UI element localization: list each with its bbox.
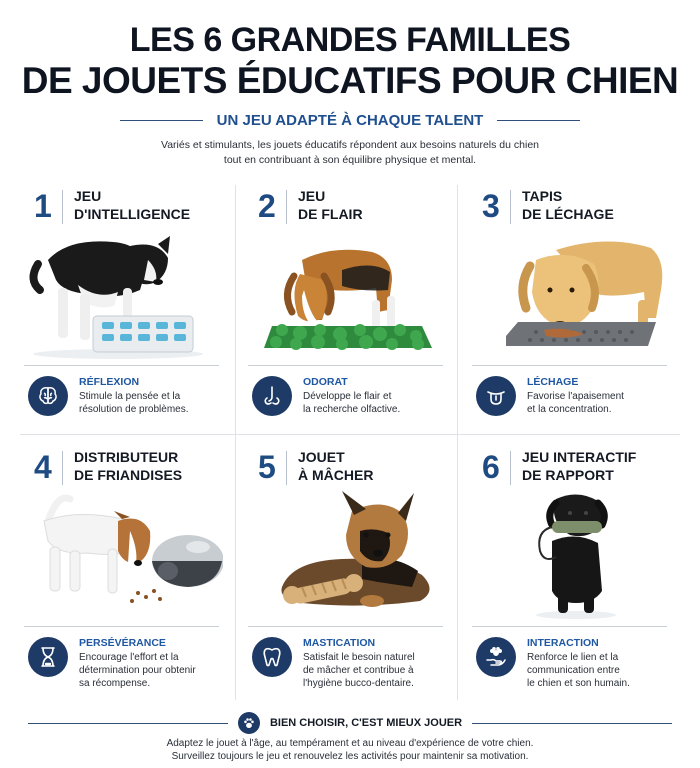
beagle-snuffle-mat-illustration	[242, 230, 447, 360]
description-line-1: Développe le flair et	[303, 391, 392, 402]
tooth-icon	[252, 637, 292, 677]
skill-label: LÉCHAGE	[527, 376, 579, 388]
footer-line-left	[28, 723, 228, 724]
skill-description	[303, 390, 453, 416]
footer-line-right	[472, 723, 672, 724]
skill-label: MASTICATION	[303, 637, 376, 649]
skill-label: RÉFLEXION	[79, 376, 140, 388]
skill-label: PERSÉVÉRANCE	[79, 637, 166, 649]
number-divider	[510, 190, 511, 224]
description-line-2: et la concentration.	[527, 404, 612, 415]
intro-line-2: tout en contribuant à son équilibre physique et mental.	[223, 154, 477, 166]
paw-icon	[238, 712, 260, 734]
tongue-icon	[476, 376, 516, 416]
description-line-1: Satisfait le besoin naturel	[303, 652, 415, 663]
number-divider	[62, 190, 63, 224]
skill-label: INTERACTION	[527, 637, 599, 649]
skill-description	[527, 651, 677, 690]
family-name-line-1: JEU	[74, 188, 102, 204]
description-line-3: le chien et son humain.	[527, 678, 630, 689]
family-name-line-1: DISTRIBUTEUR	[74, 449, 179, 465]
description-line-1: Stimule la pensée et la	[79, 391, 181, 402]
card-separator	[24, 365, 219, 366]
family-name-line-2: D'INTELLIGENCE	[74, 206, 191, 222]
number-divider	[62, 451, 63, 485]
family-name-line-1: JOUET	[298, 449, 345, 465]
family-card-chew-toy	[228, 441, 461, 696]
subtitle-line-left	[120, 120, 203, 121]
family-number: 1	[34, 188, 52, 224]
jack-russell-treat-dispenser-illustration	[18, 491, 223, 621]
card-separator	[248, 626, 443, 627]
card-separator	[24, 626, 219, 627]
description-line-1: Favorise l'apaisement	[527, 391, 624, 402]
family-name-line-2: À MÂCHER	[298, 467, 374, 483]
number-divider	[286, 190, 287, 224]
description-line-2: la recherche olfactive.	[303, 404, 401, 415]
footer-title: BIEN CHOISIR, C'EST MIEUX JOUER	[269, 717, 463, 729]
family-number: 5	[258, 449, 276, 485]
subtitle-line-right	[497, 120, 580, 121]
golden-retriever-lick-mat-illustration	[466, 230, 671, 360]
family-number: 2	[258, 188, 276, 224]
family-number: 4	[34, 449, 52, 485]
family-card-intelligence	[4, 180, 237, 435]
description-line-2: communication entre	[527, 665, 620, 676]
card-separator	[248, 365, 443, 366]
footer-text-line-1: Adaptez le jouet à l'âge, au tempérament et au niveau d'expérience de votre chien.	[166, 738, 534, 749]
family-card-flair	[228, 180, 461, 435]
description-line-2: détermination pour obtenir	[79, 665, 196, 676]
subtitle-row	[120, 109, 580, 131]
family-name-line-1: JEU	[298, 188, 326, 204]
family-name	[522, 448, 682, 484]
description-line-1: Encourage l'effort et la	[79, 652, 179, 663]
hand-paw-icon	[476, 637, 516, 677]
family-name-line-1: TAPIS	[522, 188, 563, 204]
description-line-3: l'hygiène bucco-dentaire.	[303, 678, 414, 689]
number-divider	[286, 451, 287, 485]
skill-description	[303, 651, 453, 690]
family-name-line-2: DE FRIANDISES	[74, 467, 183, 483]
black-labrador-fetch-illustration	[466, 491, 671, 621]
skill-label: ODORAT	[303, 376, 348, 388]
brain-icon	[28, 376, 68, 416]
german-shepherd-puppy-chew-toy-illustration	[242, 491, 447, 621]
footer-text-line-2: Surveillez toujours le jeu et renouvelez les activités pour maintenir sa motivation.	[171, 751, 529, 762]
family-name	[74, 448, 234, 484]
family-name	[522, 187, 682, 223]
family-name	[298, 187, 458, 223]
card-separator	[472, 626, 667, 627]
family-name-line-2: DE FLAIR	[298, 206, 363, 222]
nose-icon	[252, 376, 292, 416]
description-line-2: de mâcher et contribue à	[303, 665, 414, 676]
description-line-1: Renforce le lien et la	[527, 652, 619, 663]
hourglass-icon	[28, 637, 68, 677]
footer-text	[60, 737, 640, 763]
intro-line-1: Variés et stimulants, les jouets éducatifs répondent aux besoins naturels du chien	[160, 139, 540, 151]
title-line-1: LES 6 GRANDES FAMILLES	[129, 21, 571, 59]
description-line-3: sa récompense.	[79, 678, 151, 689]
skill-description	[79, 651, 229, 690]
family-name	[74, 187, 234, 223]
skill-description	[527, 390, 677, 416]
family-card-fetch	[452, 441, 685, 696]
family-name-line-2: DE LÉCHAGE	[522, 206, 614, 222]
subtitle: UN JEU ADAPTÉ À CHAQUE TALENT	[216, 111, 484, 129]
intro-text	[90, 138, 610, 168]
border-collie-puzzle-illustration	[18, 230, 223, 360]
family-number: 6	[482, 449, 500, 485]
family-number: 3	[482, 188, 500, 224]
family-name-line-2: DE RAPPORT	[522, 467, 614, 483]
number-divider	[510, 451, 511, 485]
title-line-2: DE JOUETS ÉDUCATIFS POUR CHIEN	[21, 60, 679, 101]
skill-description	[79, 390, 229, 416]
family-name-line-1: JEU INTERACTIF	[522, 449, 637, 465]
family-name	[298, 448, 458, 484]
description-line-2: résolution de problèmes.	[79, 404, 189, 415]
family-card-lick-mat	[452, 180, 685, 435]
family-card-treat-dispenser	[4, 441, 237, 696]
card-separator	[472, 365, 667, 366]
footer-heading-row	[28, 712, 672, 734]
